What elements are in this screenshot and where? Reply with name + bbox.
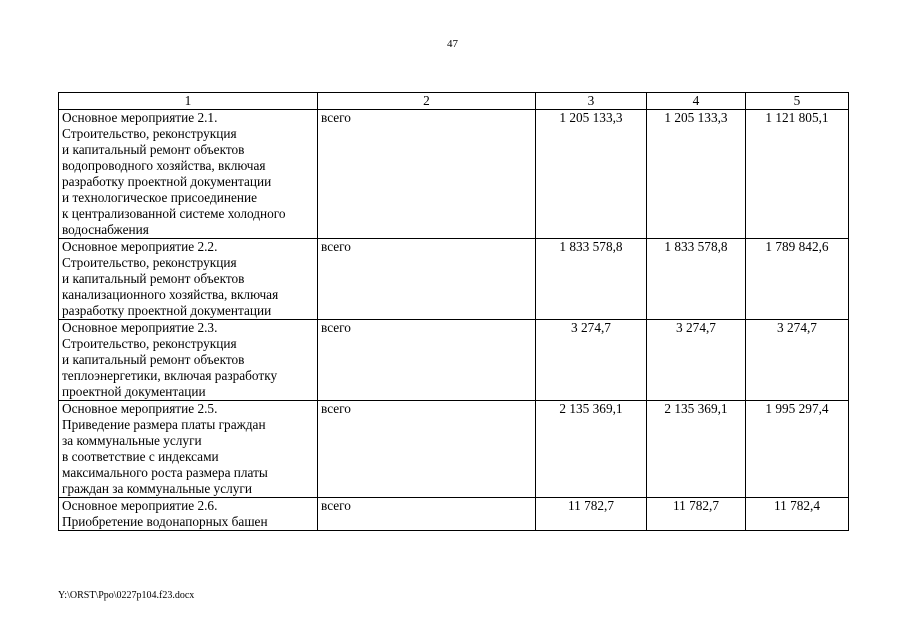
value-col3-cell: 2 135 369,1 [536, 401, 647, 498]
header-cell: 5 [746, 93, 849, 110]
value-col3-cell: 3 274,7 [536, 320, 647, 401]
table-row [59, 320, 849, 401]
value-col4-cell: 2 135 369,1 [647, 401, 746, 498]
activity-name-cell: Основное мероприятие 2.5. Приведение размера платы граждан за коммунальные услуги в соответствие с индексами максимального роста размера платы граждан за коммунальные услуги [59, 401, 318, 498]
activity-name-cell: Основное мероприятие 2.2. Строительство, реконструкция и капитальный ремонт объектов канализационного хозяйства, включая разработку проектной документации [59, 239, 318, 320]
table-row [59, 401, 849, 498]
value-col4-cell: 1 833 578,8 [647, 239, 746, 320]
header-cell: 4 [647, 93, 746, 110]
header-row [59, 93, 849, 110]
page-number: 47 [447, 38, 458, 50]
value-col3-cell: 1 833 578,8 [536, 239, 647, 320]
budget-table [58, 92, 849, 531]
file-path-footer: Y:\ORST\Ppo\0227p104.f23.docx [58, 590, 195, 601]
table-row [59, 239, 849, 320]
value-col5-cell: 11 782,4 [746, 498, 849, 531]
header-cell: 1 [59, 93, 318, 110]
activity-name-cell: Основное мероприятие 2.1. Строительство, реконструкция и капитальный ремонт объектов водопроводного хозяйства, включая разработку проектной документации и технологическое присоединение к централизованной системе холодного водоснабжения [59, 110, 318, 239]
funding-source-cell: всего [318, 320, 536, 401]
activity-name-cell: Основное мероприятие 2.6. Приобретение водонапорных башен [59, 498, 318, 531]
value-col5-cell: 1 995 297,4 [746, 401, 849, 498]
value-col5-cell: 1 121 805,1 [746, 110, 849, 239]
value-col5-cell: 3 274,7 [746, 320, 849, 401]
header-cell: 3 [536, 93, 647, 110]
value-col4-cell: 11 782,7 [647, 498, 746, 531]
funding-source-cell: всего [318, 498, 536, 531]
value-col5-cell: 1 789 842,6 [746, 239, 849, 320]
funding-source-cell: всего [318, 239, 536, 320]
table-row [59, 498, 849, 531]
funding-source-cell: всего [318, 110, 536, 239]
value-col3-cell: 11 782,7 [536, 498, 647, 531]
value-col4-cell: 3 274,7 [647, 320, 746, 401]
table-row [59, 110, 849, 239]
value-col4-cell: 1 205 133,3 [647, 110, 746, 239]
header-cell: 2 [318, 93, 536, 110]
funding-source-cell: всего [318, 401, 536, 498]
activity-name-cell: Основное мероприятие 2.3. Строительство, реконструкция и капитальный ремонт объектов теплоэнергетики, включая разработку проектной документации [59, 320, 318, 401]
value-col3-cell: 1 205 133,3 [536, 110, 647, 239]
